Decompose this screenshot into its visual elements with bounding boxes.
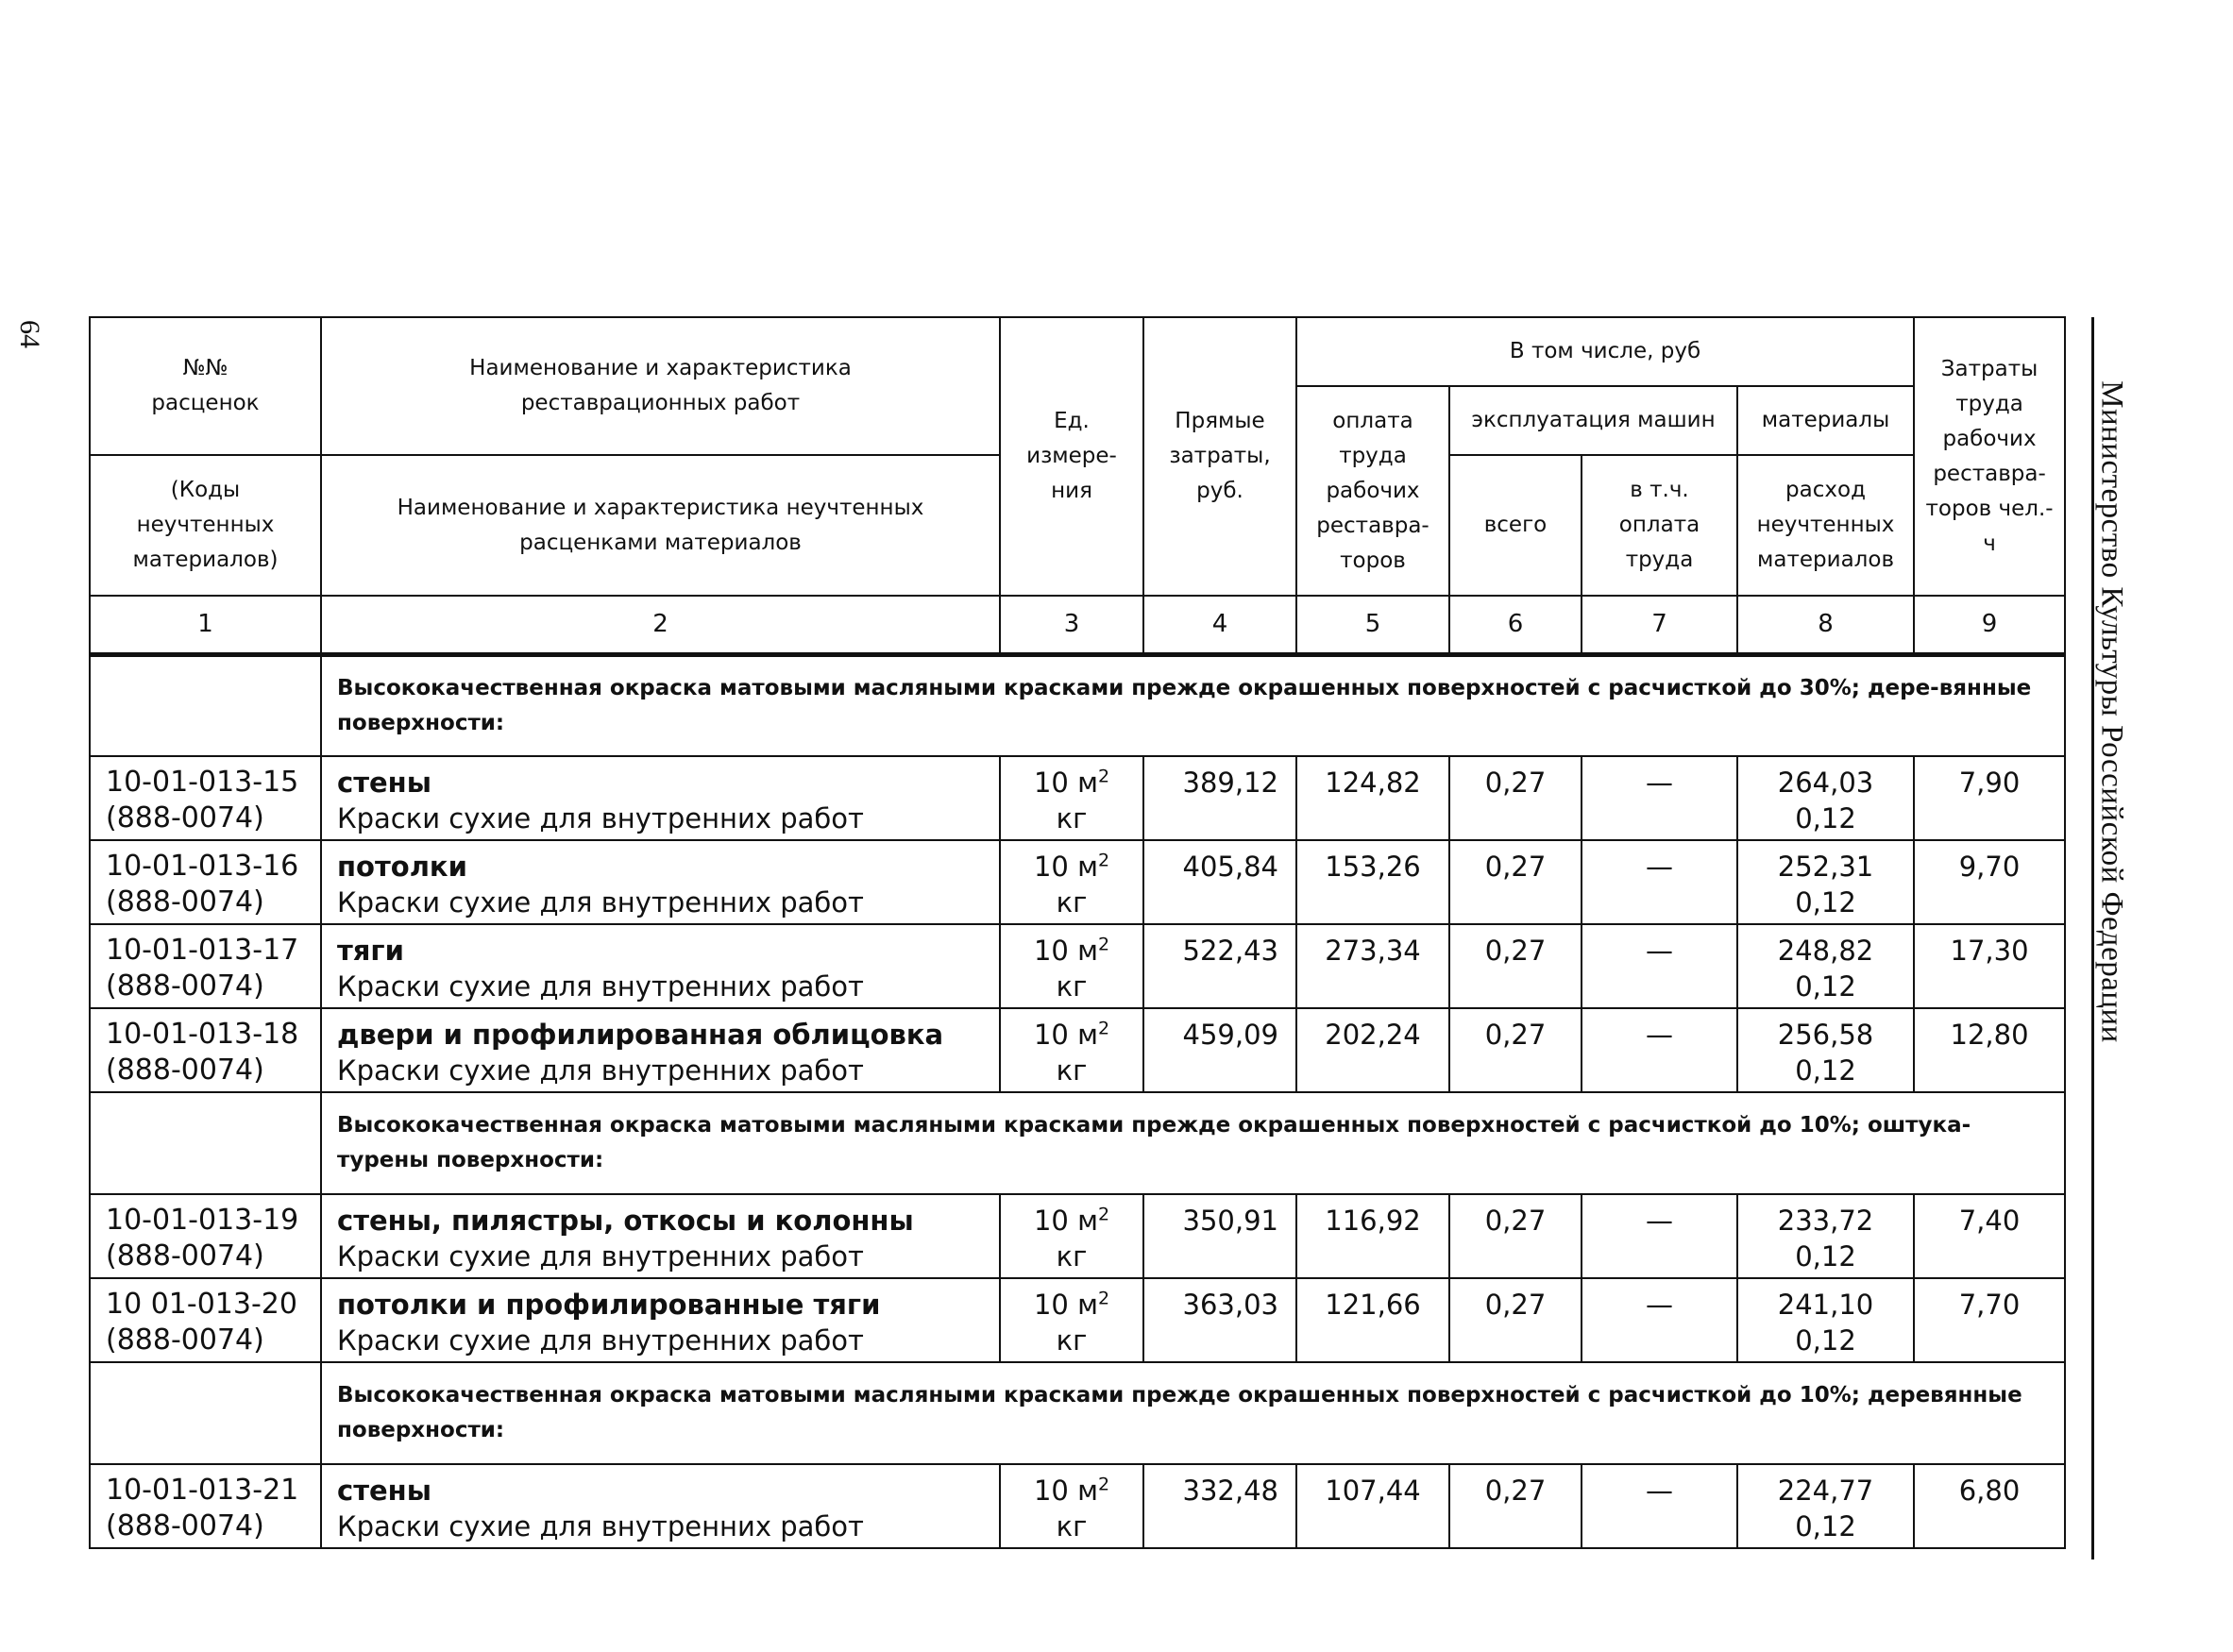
col-number: 1 — [90, 596, 321, 654]
materials-cell — [1737, 840, 1914, 924]
code-cell — [90, 756, 321, 840]
unit — [1001, 933, 1142, 969]
section-title: Высококачественная окраска матовыми масляными красками прежде окрашенных поверхностей с расчисткой до 10%; деревянные поверхности: — [321, 1362, 2065, 1464]
table-row — [90, 924, 2065, 1008]
header-col3: Ед. измере-ния — [1000, 317, 1143, 596]
labor-cost: 273,34 — [1296, 924, 1449, 1008]
work-name: стены — [337, 767, 431, 799]
labor-cost: 124,82 — [1296, 756, 1449, 840]
header-col2-top: Наименование и характеристика реставрационных работ — [321, 317, 1000, 455]
labor-hours: 6,80 — [1914, 1464, 2065, 1548]
table-row — [90, 840, 2065, 924]
machines-labor: — — [1582, 1194, 1737, 1278]
machines-labor: — — [1582, 756, 1737, 840]
materials-cell — [1737, 1464, 1914, 1548]
section-title: Высококачественная окраска матовыми масляными красками прежде окрашенных поверхностей с расчисткой до 10%; оштука-турены поверхности: — [321, 1092, 2065, 1194]
machines-total: 0,27 — [1449, 1008, 1582, 1092]
material-quantity: 0,12 — [1795, 1240, 1856, 1273]
work-name: потолки и профилированные тяги — [337, 1289, 881, 1321]
material-code: (888-0074) — [106, 1239, 264, 1273]
unit — [1001, 1203, 1142, 1239]
material-unit: кг — [1056, 1324, 1088, 1357]
material-code: (888-0074) — [106, 1323, 264, 1357]
machines-labor: — — [1582, 1278, 1737, 1362]
unit-exponent: 2 — [1097, 766, 1110, 787]
col-number: 2 — [321, 596, 1000, 654]
material-quantity: 0,12 — [1795, 1510, 1856, 1542]
material-quantity: 0,12 — [1795, 802, 1856, 834]
material-code: (888-0074) — [106, 969, 264, 1003]
rate-code: 10-01-013-19 — [106, 1204, 299, 1237]
material-quantity: 0,12 — [1795, 1324, 1856, 1357]
unit-cell — [1000, 1278, 1143, 1362]
material-code: (888-0074) — [106, 885, 264, 919]
rate-code: 10 01-013-20 — [106, 1288, 297, 1321]
work-name: стены — [337, 1475, 431, 1507]
header-col4: Прямые затраты, руб. — [1143, 317, 1296, 596]
unit-cell — [1000, 756, 1143, 840]
work-name: стены, пилястры, откосы и колонны — [337, 1205, 914, 1237]
col-number: 8 — [1737, 596, 1914, 654]
unit-exponent: 2 — [1097, 934, 1110, 955]
rate-code: 10-01-013-16 — [106, 850, 299, 883]
section-empty-cell — [90, 1092, 321, 1194]
rate-code: 10-01-013-21 — [106, 1474, 299, 1507]
work-name: потолки — [337, 851, 467, 883]
unit-exponent: 2 — [1097, 1288, 1110, 1309]
side-title — [2094, 318, 2129, 1104]
direct-cost: 389,12 — [1143, 756, 1296, 840]
header-col6: всего — [1449, 455, 1582, 596]
material-unit: кг — [1056, 1510, 1088, 1542]
section-title: Высококачественная окраска матовыми масляными красками прежде окрашенных поверхностей с расчисткой до 30%; дере-вянные поверхности: — [321, 654, 2065, 756]
material-code: (888-0074) — [106, 1509, 264, 1542]
header-col5: оплата труда рабочих реставра-торов — [1296, 386, 1449, 596]
machines-total: 0,27 — [1449, 756, 1582, 840]
labor-cost: 116,92 — [1296, 1194, 1449, 1278]
direct-cost: 332,48 — [1143, 1464, 1296, 1548]
material-unit: кг — [1056, 886, 1088, 919]
materials-cost: 248,82 — [1777, 935, 1874, 967]
col-number: 7 — [1582, 596, 1737, 654]
unit-exponent: 2 — [1097, 1018, 1110, 1039]
material-code: (888-0074) — [106, 801, 264, 834]
price-table — [89, 316, 2066, 1549]
unit — [1001, 849, 1142, 885]
material-name: Краски сухие для внутренних работ — [337, 1510, 864, 1542]
materials-cell — [1737, 756, 1914, 840]
machines-total: 0,27 — [1449, 924, 1582, 1008]
header-group: В том числе, руб — [1296, 317, 1914, 386]
machines-labor: — — [1582, 924, 1737, 1008]
labor-cost: 202,24 — [1296, 1008, 1449, 1092]
unit — [1001, 1473, 1142, 1509]
unit-base: 10 м — [1033, 1475, 1098, 1507]
labor-hours: 9,70 — [1914, 840, 2065, 924]
material-name: Краски сухие для внутренних работ — [337, 1054, 864, 1087]
header-col8: расход неучтенных материалов — [1737, 455, 1914, 596]
machines-total: 0,27 — [1449, 1194, 1582, 1278]
rate-code: 10-01-013-18 — [106, 1018, 299, 1051]
labor-cost: 107,44 — [1296, 1464, 1449, 1548]
work-name: двери и профилированная облицовка — [337, 1019, 944, 1051]
table-row — [90, 1464, 2065, 1548]
header-col1-bottom: (Коды неучтенных материалов) — [90, 455, 321, 596]
unit-base: 10 м — [1033, 767, 1098, 799]
materials-cost: 252,31 — [1777, 851, 1874, 883]
section-empty-cell — [90, 654, 321, 756]
unit-cell — [1000, 924, 1143, 1008]
labor-hours: 12,80 — [1914, 1008, 2065, 1092]
materials-cell — [1737, 1278, 1914, 1362]
unit-base: 10 м — [1033, 1205, 1098, 1237]
section-row — [90, 1362, 2065, 1464]
name-cell — [321, 924, 1000, 1008]
table-row — [90, 756, 2065, 840]
materials-cell — [1737, 924, 1914, 1008]
header-col9: Затраты труда рабочих реставра-торов чел.-ч — [1914, 317, 2065, 596]
unit-cell — [1000, 1464, 1143, 1548]
materials-cost: 241,10 — [1777, 1289, 1874, 1321]
material-name: Краски сухие для внутренних работ — [337, 970, 864, 1003]
materials-cell — [1737, 1194, 1914, 1278]
col-number: 4 — [1143, 596, 1296, 654]
table-row — [90, 1278, 2065, 1362]
materials-cost: 224,77 — [1777, 1475, 1874, 1507]
unit-cell — [1000, 840, 1143, 924]
unit-exponent: 2 — [1097, 850, 1110, 871]
unit-base: 10 м — [1033, 935, 1098, 967]
code-cell — [90, 840, 321, 924]
machines-labor: — — [1582, 1464, 1737, 1548]
labor-hours: 7,90 — [1914, 756, 2065, 840]
code-cell — [90, 1194, 321, 1278]
code-cell — [90, 924, 321, 1008]
labor-cost: 121,66 — [1296, 1278, 1449, 1362]
material-quantity: 0,12 — [1795, 886, 1856, 919]
material-unit: кг — [1056, 1240, 1088, 1273]
unit — [1001, 1017, 1142, 1053]
name-cell — [321, 1194, 1000, 1278]
name-cell — [321, 1008, 1000, 1092]
code-cell — [90, 1464, 321, 1548]
name-cell — [321, 1464, 1000, 1548]
material-unit: кг — [1056, 1054, 1088, 1087]
direct-cost: 350,91 — [1143, 1194, 1296, 1278]
material-name: Краски сухие для внутренних работ — [337, 802, 864, 834]
header-col1-top: №№ расценок — [90, 317, 321, 455]
material-name: Краски сухие для внутренних работ — [337, 1324, 864, 1357]
machines-total: 0,27 — [1449, 1464, 1582, 1548]
unit-cell — [1000, 1194, 1143, 1278]
machines-total: 0,27 — [1449, 840, 1582, 924]
unit-base: 10 м — [1033, 1019, 1098, 1051]
header-materials: материалы — [1737, 386, 1914, 455]
material-unit: кг — [1056, 970, 1088, 1003]
materials-cost: 256,58 — [1777, 1019, 1874, 1051]
material-name: Краски сухие для внутренних работ — [337, 886, 864, 919]
col-number: 9 — [1914, 596, 2065, 654]
direct-cost: 405,84 — [1143, 840, 1296, 924]
code-cell — [90, 1008, 321, 1092]
machines-total: 0,27 — [1449, 1278, 1582, 1362]
header-machines: эксплуатация машин — [1449, 386, 1737, 455]
col-number: 6 — [1449, 596, 1582, 654]
section-row — [90, 654, 2065, 756]
labor-hours: 17,30 — [1914, 924, 2065, 1008]
machines-labor: — — [1582, 840, 1737, 924]
labor-hours: 7,40 — [1914, 1194, 2065, 1278]
name-cell — [321, 756, 1000, 840]
code-cell — [90, 1278, 321, 1362]
material-quantity: 0,12 — [1795, 970, 1856, 1003]
material-code: (888-0074) — [106, 1054, 264, 1087]
material-quantity: 0,12 — [1795, 1054, 1856, 1087]
materials-cell — [1737, 1008, 1914, 1092]
unit-base: 10 м — [1033, 851, 1098, 883]
header-col7: в т.ч. оплата труда — [1582, 455, 1737, 596]
table-row — [90, 1008, 2065, 1092]
direct-cost: 522,43 — [1143, 924, 1296, 1008]
unit-cell — [1000, 1008, 1143, 1092]
side-title-text: Министерство Культуры Российской Федерации — [2094, 379, 2129, 1043]
unit-exponent: 2 — [1097, 1204, 1110, 1225]
name-cell — [321, 1278, 1000, 1362]
labor-hours: 7,70 — [1914, 1278, 2065, 1362]
page-number: 64 — [14, 320, 45, 348]
unit — [1001, 765, 1142, 801]
material-name: Краски сухие для внутренних работ — [337, 1240, 864, 1273]
direct-cost: 459,09 — [1143, 1008, 1296, 1092]
work-name: тяги — [337, 935, 404, 967]
section-empty-cell — [90, 1362, 321, 1464]
section-row — [90, 1092, 2065, 1194]
rate-code: 10-01-013-15 — [106, 766, 299, 799]
machines-labor: — — [1582, 1008, 1737, 1092]
material-unit: кг — [1056, 802, 1088, 834]
col-number: 5 — [1296, 596, 1449, 654]
materials-cost: 264,03 — [1777, 767, 1874, 799]
unit-exponent: 2 — [1097, 1474, 1110, 1495]
direct-cost: 363,03 — [1143, 1278, 1296, 1362]
col-number: 3 — [1000, 596, 1143, 654]
side-rule — [2091, 317, 2094, 1559]
unit-base: 10 м — [1033, 1289, 1098, 1321]
unit — [1001, 1287, 1142, 1323]
header-col2-bottom: Наименование и характеристика неучтенных расценками материалов — [321, 455, 1000, 596]
table-row — [90, 1194, 2065, 1278]
labor-cost: 153,26 — [1296, 840, 1449, 924]
rate-code: 10-01-013-17 — [106, 934, 299, 967]
name-cell — [321, 840, 1000, 924]
materials-cost: 233,72 — [1777, 1205, 1874, 1237]
